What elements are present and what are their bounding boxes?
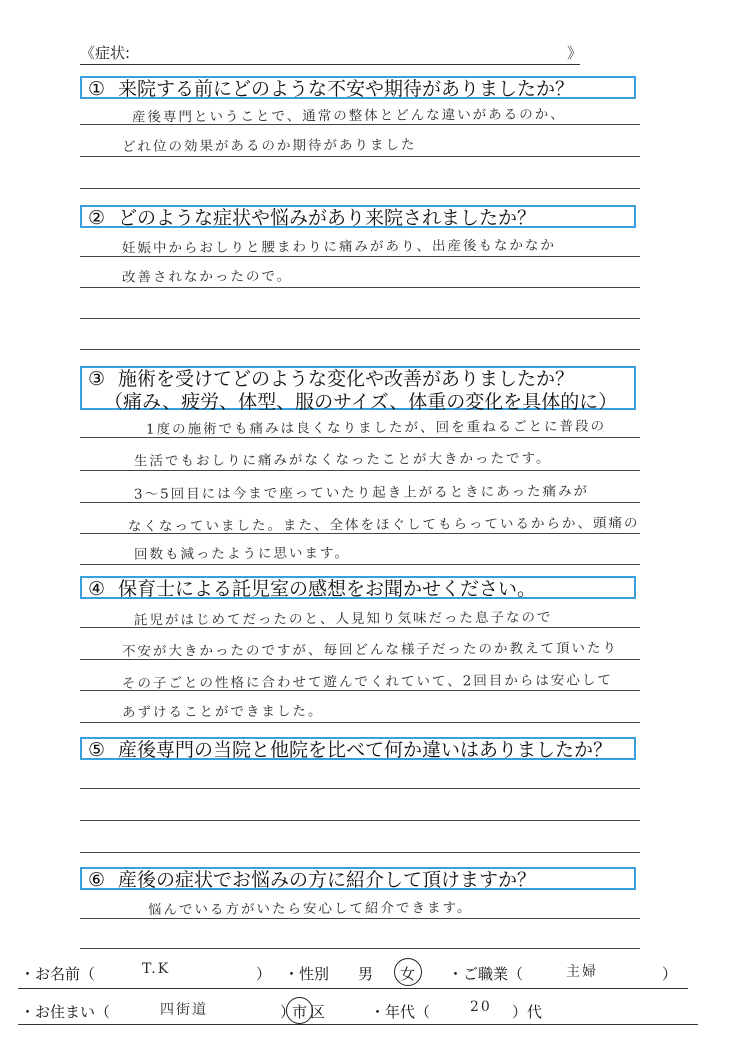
answer-rule bbox=[80, 852, 640, 853]
name-value: T.K bbox=[142, 961, 171, 977]
answer-6-line-1: 悩んでいる方がいたら安心して紹介できます。 bbox=[147, 899, 473, 919]
question-1-number: ① bbox=[88, 78, 106, 100]
symptom-label: 《症状: bbox=[80, 44, 131, 62]
answer-3-line-3: 3～5回目には今まで座っていたり起き上がるときにあった痛みが bbox=[133, 483, 590, 503]
symptom-rule bbox=[80, 64, 580, 65]
question-5-number: ⑤ bbox=[88, 739, 106, 761]
answer-rule bbox=[80, 437, 640, 438]
answer-rule bbox=[80, 820, 640, 821]
question-5-text: 産後専門の当院と他院を比べて何か違いはありましたか？ bbox=[118, 739, 613, 761]
address-label: ・お住まい（ bbox=[20, 1003, 111, 1021]
answer-rule bbox=[80, 722, 640, 723]
name-label: ・お名前（ bbox=[20, 965, 96, 983]
question-6-number: ⑥ bbox=[88, 869, 106, 891]
question-2-box bbox=[80, 205, 636, 228]
answer-rule bbox=[80, 470, 640, 471]
answer-1-line-2: どれ位の効果があるのか期待がありました bbox=[121, 136, 417, 156]
answer-3-line-2: 生活でもおしりに痛みがなくなったことが大きかったです。 bbox=[133, 450, 552, 470]
answer-4-line-4: あずけることができました。 bbox=[121, 703, 324, 721]
answer-rule bbox=[80, 533, 640, 534]
answer-2-line-2: 改善されなかったので。 bbox=[121, 268, 293, 286]
answer-4-line-2: 不安が大きかったのですが、毎回どんな様子だったのか教えて頂いたり bbox=[121, 640, 619, 660]
answer-rule bbox=[80, 287, 640, 288]
symptom-close-bracket: 》 bbox=[567, 44, 583, 62]
answer-4-line-1: 託児がはじめてだったのと、人見知り気味だった息子なので bbox=[133, 609, 553, 629]
question-5-box bbox=[80, 737, 636, 760]
answer-rule bbox=[80, 659, 640, 660]
question-4-text: 保育士による託児室の感想をお聞かせください。 bbox=[118, 578, 537, 600]
question-6-text: 産後の症状でお悩みの方に紹介して頂けますか？ bbox=[118, 869, 537, 891]
answer-3-line-5: 回数も減ったように思います。 bbox=[133, 545, 350, 563]
footer-rule bbox=[18, 988, 688, 989]
question-3-number: ③ bbox=[88, 368, 106, 390]
question-3-box bbox=[80, 366, 636, 413]
question-6-box bbox=[80, 867, 636, 890]
answer-rule bbox=[80, 564, 640, 565]
answer-rule bbox=[80, 124, 640, 125]
occupation-label: ・ご職業（ bbox=[448, 965, 524, 983]
answer-rule bbox=[80, 256, 640, 257]
answer-rule bbox=[80, 318, 640, 319]
question-3-subtext: （痛み、疲労、体型、服のサイズ、体重の変化を具体的に） bbox=[104, 391, 618, 413]
occupation-close: ） bbox=[662, 965, 678, 983]
gender-male: 男 bbox=[358, 965, 374, 983]
answer-rule bbox=[80, 948, 640, 949]
question-4-number: ④ bbox=[88, 578, 106, 600]
gender-label: ・性別 bbox=[284, 965, 330, 983]
occupation-value: 主婦 bbox=[566, 964, 598, 980]
question-3-text: 施術を受けてどのような変化や改善がありましたか？ bbox=[118, 368, 575, 390]
answer-rule bbox=[80, 690, 640, 691]
age-label: ・年代（ bbox=[370, 1003, 431, 1021]
address-value: 四街道 bbox=[160, 1002, 208, 1018]
address-city: 市 bbox=[292, 1003, 308, 1021]
address-ward: 区 bbox=[310, 1003, 326, 1021]
answer-1-line-1: 産後専門ということで、通常の整体とどんな違いがあるのか、 bbox=[131, 106, 566, 126]
answer-rule bbox=[80, 627, 640, 628]
question-2-text: どのような症状や悩みがあり来院されましたか？ bbox=[118, 207, 537, 229]
age-value: 20 bbox=[470, 999, 492, 1015]
answer-rule bbox=[80, 349, 640, 350]
answer-4-line-3: その子ごとの性格に合わせて遊んでくれていて、2回目からは安心して bbox=[121, 672, 613, 692]
footer-rule bbox=[18, 1024, 698, 1025]
question-1-text: 来院する前にどのような不安や期待がありましたか？ bbox=[118, 78, 575, 100]
answer-3-line-4: なくなっていました。また、全体をほぐしてもらっているからか、頭痛の bbox=[127, 515, 640, 535]
address-close: ） bbox=[280, 1003, 296, 1021]
answer-rule bbox=[80, 188, 640, 189]
answer-3-line-1: 1度の施術でも痛みは良くなりましたが、回を重ねるごとに普段の bbox=[145, 418, 607, 438]
gender-female: 女 bbox=[400, 965, 416, 983]
city-circle-mark bbox=[286, 997, 313, 1024]
question-1-box bbox=[80, 76, 636, 99]
answer-rule bbox=[80, 918, 640, 919]
question-2-number: ② bbox=[88, 207, 106, 229]
question-4-box bbox=[80, 576, 636, 599]
answer-rule bbox=[80, 502, 640, 503]
age-close: ）代 bbox=[512, 1003, 543, 1021]
answer-rule bbox=[80, 156, 640, 157]
answer-2-line-1: 妊娠中からおしりと腰まわりに痛みがあり、出産後もなかなか bbox=[121, 237, 557, 257]
name-close: ） bbox=[256, 965, 272, 983]
gender-circle-mark bbox=[394, 958, 422, 986]
answer-rule bbox=[80, 788, 640, 789]
